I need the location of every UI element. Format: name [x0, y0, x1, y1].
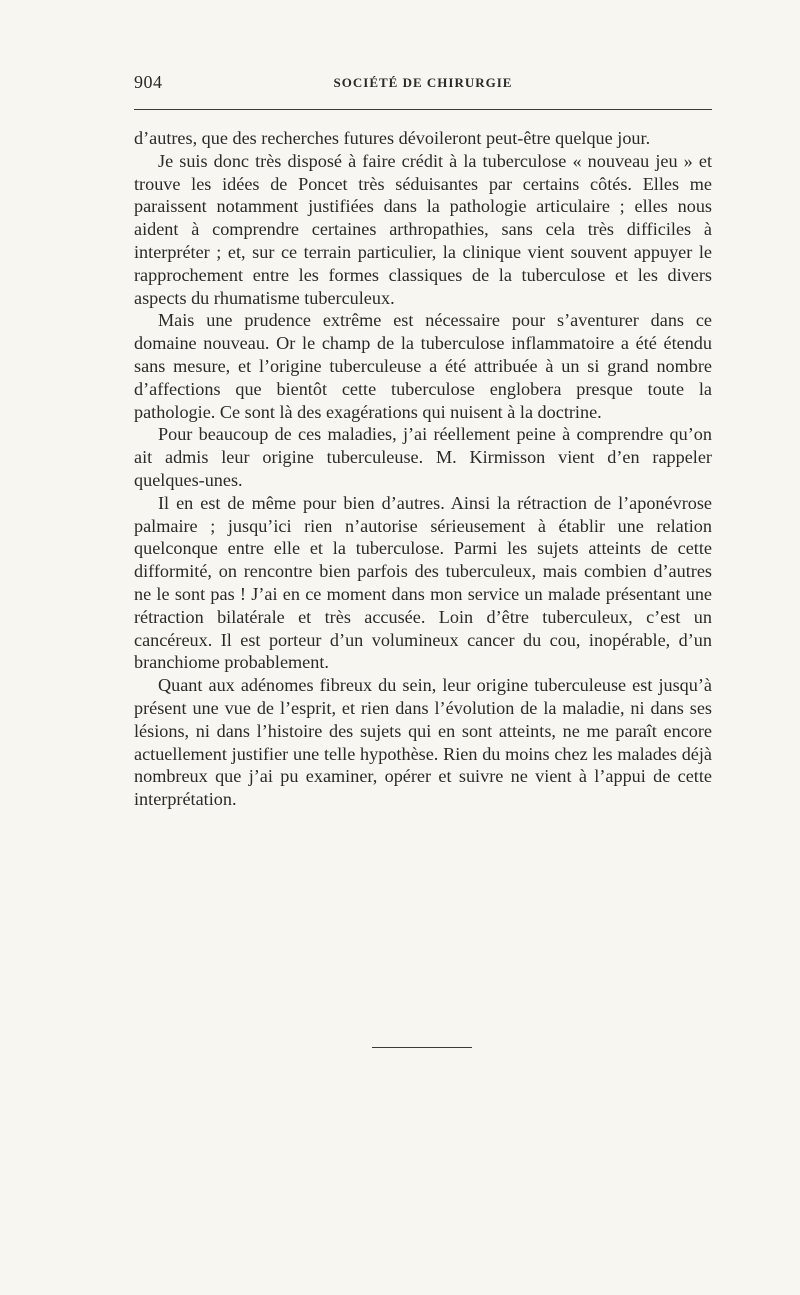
body-text	[134, 127, 712, 811]
paragraph-poncet: Je suis donc très disposé à faire crédit à la tuberculose « nouveau jeu » et trouve les idées de Poncet très séduisantes par certains côtés. Elles me paraissent notamment justifiées dans la pathologie articulaire ; elles nous aident à comprendre certaines arthropathies, sans cela très difficiles à interpréter ; et, sur ce terrain particulier, la clinique vient souvent appuyer le rapprochement entre les formes classiques de la tuberculose et les divers aspects du rhumatisme tuberculeux.	[134, 150, 712, 308]
paragraph-prudence: Mais une prudence extrême est nécessaire pour s’aventurer dans ce domaine nouveau. Or le champ de la tuberculose inflammatoire a été étendu sans mesure, et l’origine tuberculeuse a été attribuée à un si grand nombre d’affections que bientôt cette tuberculose englobera presque toute la pathologie. Ce sont là des exagérations qui nuisent à la doctrine.	[134, 310, 712, 422]
paragraph-kirmisson: Pour beaucoup de ces maladies, j’ai réellement peine à comprendre qu’on ait admis leur origine tuberculeuse. M. Kirmisson vient d’en rappeler quelques-unes.	[134, 424, 712, 490]
page-header	[134, 72, 712, 96]
page-number: 904	[134, 72, 163, 92]
paragraph-adenomes: Quant aux adénomes fibreux du sein, leur origine tuberculeuse est jusqu’à présent une vue de l’esprit, et rien dans l’évolution de la maladie, ni dans ses lésions, ni dans l’histoire des sujets qui en sont atteints, ne me paraît encore actuellement justifier une telle hypothèse. Rien du moins chez les malades déjà nombreux que j’ai pu examiner, opérer et suivre ne vient à l’appui de cette interprétation.	[134, 675, 712, 810]
end-rule	[372, 1047, 472, 1048]
paragraph-continuation: d’autres, que des recherches futures dévoileront peut-être quelque jour.	[134, 128, 651, 148]
running-title: SOCIÉTÉ DE CHIRURGIE	[333, 75, 513, 90]
header-rule	[134, 109, 712, 110]
paragraph-aponevrose: Il en est de même pour bien d’autres. Ainsi la rétraction de l’aponévrose palmaire ; jusqu’ici rien n’autorise sérieusement à établir une relation quelconque entre elle et la tuberculose. Parmi les sujets atteints de cette difformité, on rencontre bien parfois des tuberculeux, mais combien d’autres ne le sont pas ! J’ai en ce moment dans mon service un malade présentant une rétraction bilatérale et très accusée. Loin d’être tuberculeux, c’est un cancéreux. Il est porteur d’un volumineux cancer du cou, inopérable, d’un branchiome probablement.	[134, 492, 712, 673]
